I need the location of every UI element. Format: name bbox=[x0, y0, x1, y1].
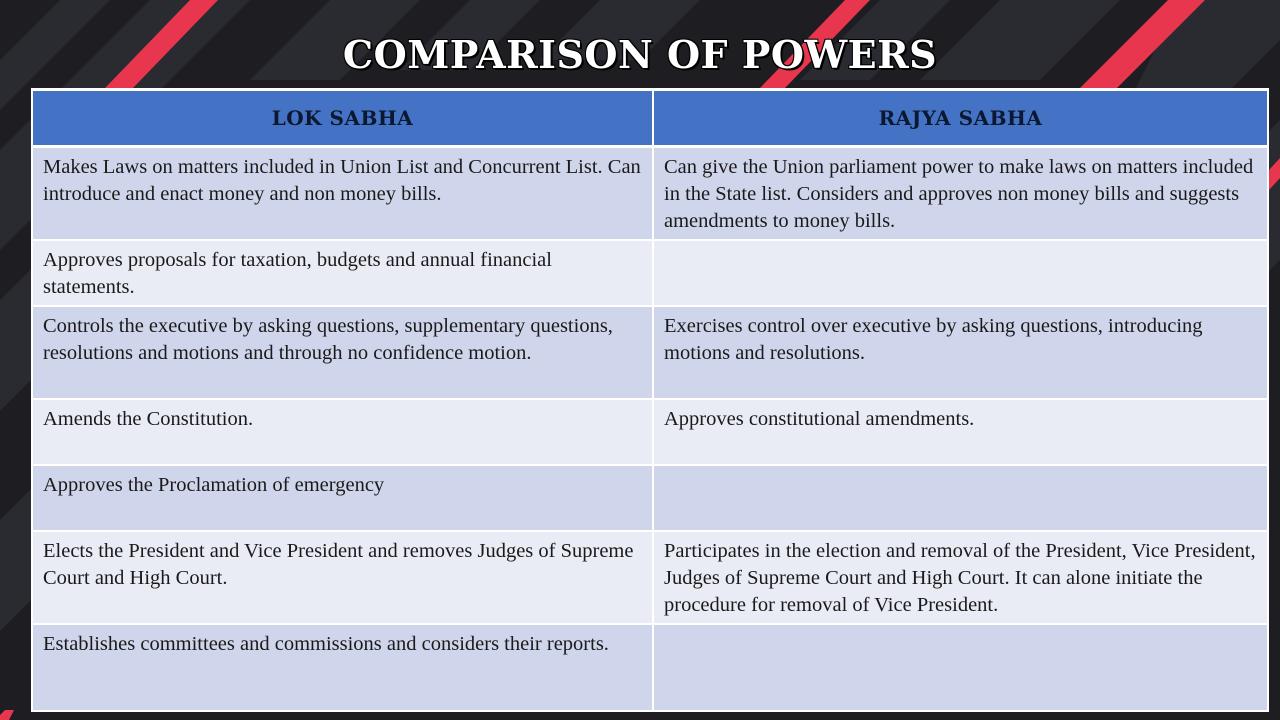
table-row bbox=[32, 531, 1268, 624]
table-row bbox=[32, 240, 1268, 306]
rajya-sabha-cell: Exercises control over executive by asking questions, introducing motions and resolutions. bbox=[653, 306, 1268, 399]
lok-sabha-cell: Approves proposals for taxation, budgets and annual financial statements. bbox=[32, 240, 653, 306]
comparison-table bbox=[31, 88, 1269, 712]
lok-sabha-cell: Elects the President and Vice President and removes Judges of Supreme Court and High Court. bbox=[32, 531, 653, 624]
header-lok-sabha: LOK SABHA bbox=[32, 90, 653, 147]
lok-sabha-cell: Approves the Proclamation of emergency bbox=[32, 465, 653, 531]
lok-sabha-cell: Establishes committees and commissions and considers their reports. bbox=[32, 624, 653, 711]
table-row bbox=[32, 399, 1268, 465]
lok-sabha-cell: Controls the executive by asking questions, supplementary questions, resolutions and motions and through no confidence motion. bbox=[32, 306, 653, 399]
rajya-sabha-cell: Approves constitutional amendments. bbox=[653, 399, 1268, 465]
lok-sabha-cell: Makes Laws on matters included in Union List and Concurrent List. Can introduce and enact money and non money bills. bbox=[32, 147, 653, 241]
header-rajya-sabha: RAJYA SABHA bbox=[653, 90, 1268, 147]
rajya-sabha-cell bbox=[653, 465, 1268, 531]
rajya-sabha-cell bbox=[653, 624, 1268, 711]
table-row bbox=[32, 624, 1268, 711]
rajya-sabha-cell: Participates in the election and removal of the President, Vice President, Judges of Supreme Court and High Court. It can alone initiate the procedure for removal of Vice President. bbox=[653, 531, 1268, 624]
rajya-sabha-cell bbox=[653, 240, 1268, 306]
slide-title: COMPARISON OF POWERS bbox=[342, 32, 938, 77]
table-row bbox=[32, 306, 1268, 399]
lok-sabha-cell: Amends the Constitution. bbox=[32, 399, 653, 465]
rajya-sabha-cell: Can give the Union parliament power to make laws on matters included in the State list. Considers and approves non money bills and suggests amendments to money bills. bbox=[653, 147, 1268, 241]
table-header-row bbox=[32, 90, 1268, 147]
table-row bbox=[32, 465, 1268, 531]
table-row bbox=[32, 147, 1268, 241]
